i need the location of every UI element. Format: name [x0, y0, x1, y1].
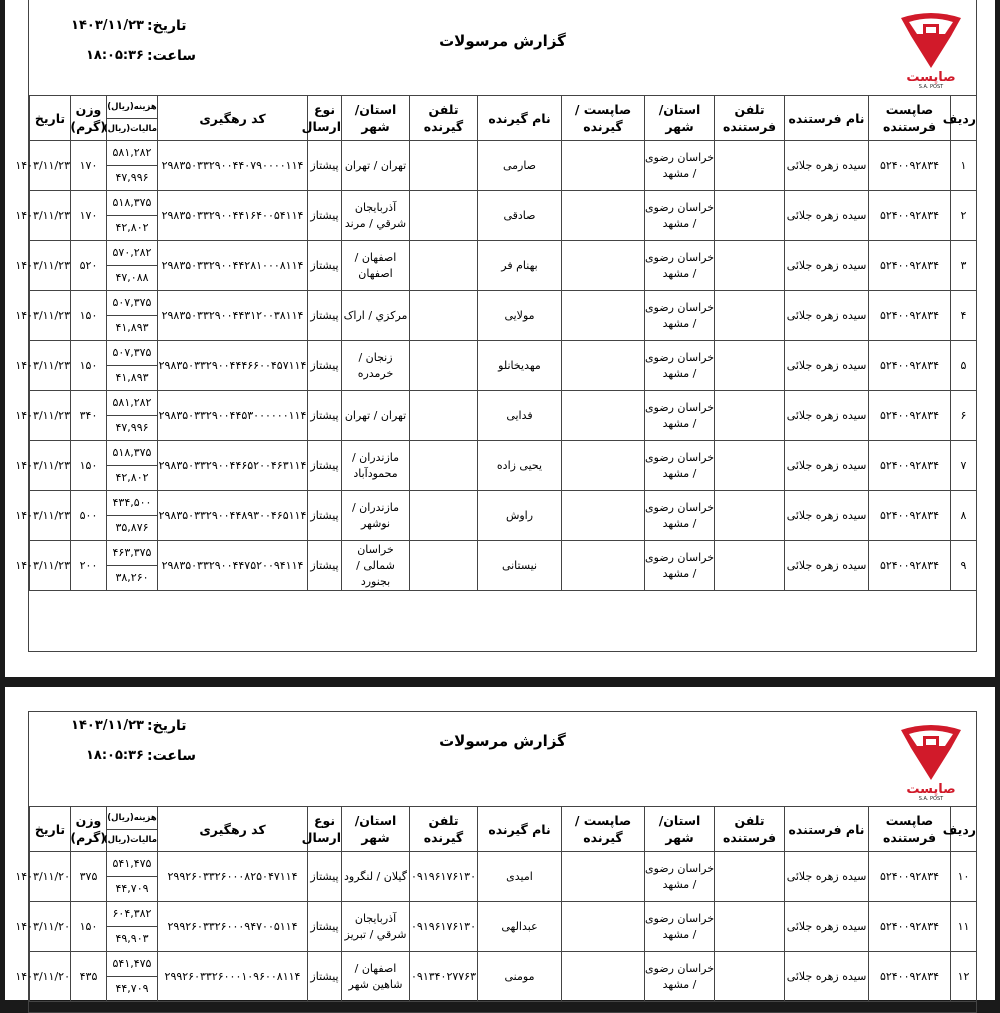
cell-sender-phone: [715, 441, 785, 491]
cell-row: ۱۰: [951, 852, 977, 902]
cell-cost-tax: [107, 191, 158, 241]
header-receiver-name: نام گیرنده: [478, 807, 562, 852]
cell-row: ۱۱: [951, 902, 977, 952]
cell-receiver-name: یحیی زاده: [478, 441, 562, 491]
cell-cost-tax: [107, 291, 158, 341]
svg-text:S.A. POST: S.A. POST: [918, 84, 944, 90]
cell-tax: ۳۵,۸۷۶: [115, 521, 149, 534]
cell-send-type: پیشتاز: [308, 952, 342, 1002]
cell-sender-code: ۵۲۴۰۰۹۲۸۳۴: [869, 541, 951, 591]
header-receiver-code: صاپست / گیرنده: [562, 96, 645, 141]
cell-cost: ۵۸۱,۲۸۲: [107, 141, 157, 166]
cell-receiver-phone: ۰۹۱۳۴۰۲۷۷۶۳: [410, 952, 478, 1002]
cell-tax: ۴۱,۸۹۳: [115, 371, 149, 384]
cell-tax: ۴۷,۹۹۶: [115, 421, 149, 434]
header-tracking: کد رهگیری: [158, 807, 308, 852]
header-cost: هزینه(ریال): [107, 97, 157, 119]
cell-sender-name: سیده زهره جلائی: [785, 191, 869, 241]
header-date: تاریخ: [30, 96, 71, 141]
cell-receiver-phone: [410, 491, 478, 541]
cell-receiver-code: [562, 902, 645, 952]
cell-date: ۱۴۰۳/۱۱/۲۰: [30, 902, 71, 952]
cell-sender-name: سیده زهره جلائی: [785, 291, 869, 341]
cell-sender-code: ۵۲۴۰۰۹۲۸۳۴: [869, 191, 951, 241]
cell-weight: ۵۰۰: [71, 491, 107, 541]
cell-cost: ۵۴۱,۴۷۵: [107, 952, 157, 977]
cell-tax: ۴۹,۹۰۳: [115, 932, 149, 945]
cell-date: ۱۴۰۳/۱۱/۲۳: [30, 191, 71, 241]
cell-sender-city: خراسان رضوی / مشهد: [645, 141, 715, 191]
cell-receiver-phone: [410, 391, 478, 441]
cell-sender-city: خراسان رضوی / مشهد: [645, 852, 715, 902]
cell-sender-name: سیده زهره جلائی: [785, 852, 869, 902]
cell-weight: ۱۵۰: [71, 902, 107, 952]
cell-sender-phone: [715, 341, 785, 391]
cell-sender-code: ۵۲۴۰۰۹۲۸۳۴: [869, 391, 951, 441]
cell-sender-city: خراسان رضوی / مشهد: [645, 241, 715, 291]
cell-receiver-city: آذربایجان شرقي / تبریز: [342, 902, 410, 952]
cell-row: ۷: [951, 441, 977, 491]
header-sender-phone: تلفن فرستنده: [715, 96, 785, 141]
header-cost-tax: [103, 96, 158, 141]
cell-receiver-code: [562, 541, 645, 591]
table-row: [30, 191, 977, 241]
cell-receiver-code: [562, 291, 645, 341]
cell-cost: ۵۴۱,۴۷۵: [107, 852, 157, 877]
time-label: ساعت:: [147, 748, 197, 764]
cell-sender-city: خراسان رضوی / مشهد: [645, 902, 715, 952]
cell-receiver-city: گیلان / لنگرود: [342, 852, 410, 902]
header-cost-tax: [103, 807, 158, 852]
cell-receiver-city: اصفهان / اصفهان: [342, 241, 410, 291]
cell-cost-tax: [107, 241, 158, 291]
cell-tracking: ۲۹۸۳۵۰۳۳۲۹۰۰۴۴۲۸۱۰۰۰۸۱۱۴: [158, 241, 308, 291]
cell-sender-phone: [715, 241, 785, 291]
date-label: تاریخ:: [147, 18, 187, 34]
cell-weight: ۱۷۰: [71, 191, 107, 241]
cell-sender-city: خراسان رضوی / مشهد: [645, 341, 715, 391]
cell-tax: ۴۲,۸۰۲: [115, 221, 149, 234]
cell-sender-phone: [715, 952, 785, 1002]
cell-receiver-name: مهدیخانلو: [478, 341, 562, 391]
cell-date: ۱۴۰۳/۱۱/۲۳: [30, 241, 71, 291]
cell-receiver-name: عبدالهی: [478, 902, 562, 952]
report-frame: [15, 0, 977, 652]
cell-sender-phone: [715, 902, 785, 952]
header-date: تاریخ: [30, 807, 71, 852]
cell-send-type: پیشتاز: [308, 141, 342, 191]
cell-receiver-code: [562, 341, 645, 391]
cell-receiver-phone: ۰۹۱۹۶۱۷۶۱۳۰: [410, 852, 478, 902]
cell-sender-code: ۵۲۴۰۰۹۲۸۳۴: [869, 341, 951, 391]
table-row: [30, 241, 977, 291]
header-sender-city: استان/ شهر: [645, 96, 715, 141]
cell-tracking: ۲۹۸۳۵۰۳۳۲۹۰۰۴۴۰۷۹۰۰۰۰۱۱۴: [158, 141, 308, 191]
cell-tracking: ۲۹۸۳۵۰۳۳۲۹۰۰۴۴۱۶۴۰۰۵۴۱۱۴: [158, 191, 308, 241]
cell-weight: ۱۵۰: [71, 441, 107, 491]
header-receiver-city: استان/ شهر: [342, 96, 410, 141]
cell-date: ۱۴۰۳/۱۱/۲۳: [30, 141, 71, 191]
cell-sender-code: ۵۲۴۰۰۹۲۸۳۴: [869, 491, 951, 541]
table-row: [30, 541, 977, 591]
table-row: [30, 441, 977, 491]
cell-cost-tax: [107, 491, 158, 541]
header-receiver-code: صاپست / گیرنده: [562, 807, 645, 852]
cell-send-type: پیشتاز: [308, 341, 342, 391]
cell-cost-tax: [107, 391, 158, 441]
header-sender-phone: تلفن فرستنده: [715, 807, 785, 852]
cell-receiver-name: صادقی: [478, 191, 562, 241]
table-row: [30, 952, 977, 1002]
cell-receiver-phone: [410, 341, 478, 391]
cell-receiver-phone: [410, 191, 478, 241]
cell-receiver-phone: [410, 141, 478, 191]
cell-receiver-phone: [410, 541, 478, 591]
table-row: [30, 902, 977, 952]
cell-date: ۱۴۰۳/۱۱/۲۳: [30, 291, 71, 341]
cell-tracking: ۲۹۸۳۵۰۳۳۲۹۰۰۴۴۴۶۶۰۰۴۵۷۱۱۴: [158, 341, 308, 391]
cell-row: ۶: [951, 391, 977, 441]
cell-row: ۴: [951, 291, 977, 341]
header-sender-name: نام فرستنده: [785, 807, 869, 852]
cell-receiver-name: نیستانی: [478, 541, 562, 591]
cell-tracking: ۲۹۹۲۶۰۳۳۲۶۰۰۰۸۲۵۰۴۷۱۱۴: [158, 852, 308, 902]
cell-receiver-phone: [410, 291, 478, 341]
cell-tax: ۴۴,۷۰۹: [115, 982, 149, 995]
cell-row: ۵: [951, 341, 977, 391]
cell-sender-city: خراسان رضوی / مشهد: [645, 441, 715, 491]
cell-tax: ۴۴,۷۰۹: [115, 882, 149, 895]
cell-send-type: پیشتاز: [308, 291, 342, 341]
cell-sender-name: سیده زهره جلائی: [785, 341, 869, 391]
cell-cost: ۵۷۰,۲۸۲: [107, 241, 157, 266]
header-send-type: نوع ارسال: [308, 807, 342, 852]
cell-receiver-code: [562, 952, 645, 1002]
cell-send-type: پیشتاز: [308, 491, 342, 541]
cell-sender-name: سیده زهره جلائی: [785, 541, 869, 591]
header-tax: مالیات(ریال): [103, 834, 157, 845]
table-row: [30, 341, 977, 391]
cell-receiver-phone: ۰۹۱۹۶۱۷۶۱۳۰: [410, 902, 478, 952]
cell-weight: ۳۴۰: [71, 391, 107, 441]
report-title: گزارش مرسولات: [439, 32, 566, 50]
cell-receiver-city: مازندران / محمودآباد: [342, 441, 410, 491]
report-date: ۱۴۰۳/۱۱/۲۳: [71, 718, 144, 733]
cell-receiver-city: تهران / تهران: [342, 391, 410, 441]
report-time: ۱۸:۰۵:۳۶: [85, 748, 144, 763]
header-receiver-name: نام گیرنده: [478, 96, 562, 141]
cell-cost: ۵۱۸,۳۷۵: [107, 441, 157, 466]
header-receiver-phone: تلفن گیرنده: [410, 807, 478, 852]
cell-cost: ۵۱۸,۳۷۵: [107, 191, 157, 216]
header-weight: وزن (گرم): [71, 807, 107, 852]
cell-sender-city: خراسان رضوی / مشهد: [645, 952, 715, 1002]
cell-row: ۲: [951, 191, 977, 241]
cell-sender-city: خراسان رضوی / مشهد: [645, 491, 715, 541]
cell-cost: ۶۰۴,۳۸۲: [107, 902, 157, 927]
cell-receiver-city: زنجان / خرمدره: [342, 341, 410, 391]
cell-cost: ۴۳۴,۵۰۰: [107, 491, 157, 516]
cell-weight: ۴۳۵: [71, 952, 107, 1002]
shipments-table: [15, 95, 977, 591]
cell-receiver-name: راوش: [478, 491, 562, 541]
cell-tracking: ۲۹۸۳۵۰۳۳۲۹۰۰۴۴۵۳۰۰۰۰۰۰۱۱۴: [158, 391, 308, 441]
header-sender-name: نام فرستنده: [785, 96, 869, 141]
cell-sender-city: خراسان رضوی / مشهد: [645, 191, 715, 241]
cell-tracking: ۲۹۸۳۵۰۳۳۲۹۰۰۴۴۷۵۲۰۰۹۴۱۱۴: [158, 541, 308, 591]
cell-weight: ۳۷۵: [71, 852, 107, 902]
cell-row: ۳: [951, 241, 977, 291]
cell-tracking: ۲۹۸۳۵۰۳۳۲۹۰۰۴۴۳۱۲۰۰۳۸۱۱۴: [158, 291, 308, 341]
cell-send-type: پیشتاز: [308, 852, 342, 902]
cell-sender-name: سیده زهره جلائی: [785, 391, 869, 441]
cell-receiver-phone: [410, 241, 478, 291]
cell-tracking: ۲۹۹۲۶۰۳۳۲۶۰۰۰۹۴۷۰۰۵۱۱۴: [158, 902, 308, 952]
cell-sender-city: خراسان رضوی / مشهد: [645, 291, 715, 341]
cell-sender-name: سیده زهره جلائی: [785, 491, 869, 541]
cell-sender-phone: [715, 141, 785, 191]
header-sender-code: صاپست فرستنده: [869, 96, 951, 141]
cell-receiver-code: [562, 852, 645, 902]
cell-sender-phone: [715, 391, 785, 441]
cell-receiver-name: امیدی: [478, 852, 562, 902]
cell-receiver-phone: [410, 441, 478, 491]
cell-weight: ۱۷۰: [71, 141, 107, 191]
table-row: [30, 141, 977, 191]
cell-tracking: ۲۹۹۲۶۰۳۳۲۶۰۰۰۱۰۹۶۰۰۸۱۱۴: [158, 952, 308, 1002]
cell-date: ۱۴۰۳/۱۱/۲۳: [30, 491, 71, 541]
svg-text:صاپست: صاپست: [906, 70, 956, 85]
cell-date: ۱۴۰۳/۱۱/۲۰: [30, 852, 71, 902]
table-row: [30, 391, 977, 441]
header-receiver-phone: تلفن گیرنده: [410, 96, 478, 141]
cell-sender-code: ۵۲۴۰۰۹۲۸۳۴: [869, 291, 951, 341]
cell-weight: ۱۵۰: [71, 341, 107, 391]
cell-receiver-code: [562, 491, 645, 541]
header-sender-code: صاپست فرستنده: [869, 807, 951, 852]
cell-sender-name: سیده زهره جلائی: [785, 441, 869, 491]
cell-row: ۱۲: [951, 952, 977, 1002]
cell-weight: ۱۵۰: [71, 291, 107, 341]
cell-date: ۱۴۰۳/۱۱/۲۰: [30, 952, 71, 1002]
cell-tracking: ۲۹۸۳۵۰۳۳۲۹۰۰۴۴۸۹۳۰۰۴۶۵۱۱۴: [158, 491, 308, 541]
svg-text:S.A. POST: S.A. POST: [918, 796, 944, 802]
cell-date: ۱۴۰۳/۱۱/۲۳: [30, 341, 71, 391]
cell-sender-code: ۵۲۴۰۰۹۲۸۳۴: [869, 441, 951, 491]
cell-sender-code: ۵۲۴۰۰۹۲۸۳۴: [869, 902, 951, 952]
cell-receiver-code: [562, 391, 645, 441]
header-tracking: کد رهگیری: [158, 96, 308, 141]
cell-send-type: پیشتاز: [308, 191, 342, 241]
cell-receiver-code: [562, 141, 645, 191]
cell-receiver-name: مولایی: [478, 291, 562, 341]
cell-receiver-name: فدایی: [478, 391, 562, 441]
cell-send-type: پیشتاز: [308, 441, 342, 491]
report-frame: [15, 711, 977, 1013]
header-send-type: نوع ارسال: [308, 96, 342, 141]
cell-receiver-code: [562, 441, 645, 491]
cell-receiver-name: مومنی: [478, 952, 562, 1002]
svg-text:صاپست: صاپست: [906, 782, 956, 797]
table-row: [30, 491, 977, 541]
report-page-2: [5, 687, 995, 1000]
cell-tax: ۳۸,۲۶۰: [115, 571, 149, 584]
cell-receiver-city: اصفهان / شاهین شهر: [342, 952, 410, 1002]
time-label: ساعت:: [147, 48, 197, 64]
cell-cost-tax: [107, 441, 158, 491]
cell-sender-code: ۵۲۴۰۰۹۲۸۳۴: [869, 241, 951, 291]
cell-sender-phone: [715, 191, 785, 241]
shipments-table: [15, 806, 977, 1002]
cell-sender-name: سیده زهره جلائی: [785, 952, 869, 1002]
cell-cost-tax: [107, 141, 158, 191]
cell-cost-tax: [107, 341, 158, 391]
cell-tax: ۴۲,۸۰۲: [115, 471, 149, 484]
cell-cost-tax: [107, 541, 158, 591]
cell-row: ۹: [951, 541, 977, 591]
cell-cost: ۵۸۱,۲۸۲: [107, 391, 157, 416]
cell-receiver-city: تهران / تهران: [342, 141, 410, 191]
header-cost: هزینه(ریال): [107, 808, 157, 830]
cell-cost-tax: [107, 902, 158, 952]
table-row: [30, 291, 977, 341]
cell-row: ۸: [951, 491, 977, 541]
cell-date: ۱۴۰۳/۱۱/۲۳: [30, 541, 71, 591]
header-row: ردیف: [951, 807, 977, 852]
table-row: [30, 852, 977, 902]
cell-sender-name: سیده زهره جلائی: [785, 902, 869, 952]
cell-send-type: پیشتاز: [308, 391, 342, 441]
cell-cost: ۵۰۷,۳۷۵: [107, 291, 157, 316]
cell-receiver-city: مازندران / نوشهر: [342, 491, 410, 541]
cell-cost: ۴۶۳,۳۷۵: [107, 541, 157, 566]
cell-weight: ۲۰۰: [71, 541, 107, 591]
header-receiver-city: استان/ شهر: [342, 807, 410, 852]
cell-sender-name: سیده زهره جلائی: [785, 241, 869, 291]
cell-sender-phone: [715, 491, 785, 541]
header-row: ردیف: [951, 96, 977, 141]
cell-weight: ۵۲۰: [71, 241, 107, 291]
cell-row: ۱: [951, 141, 977, 191]
cell-receiver-city: خراسان شمالی / بجنورد: [342, 541, 410, 591]
cell-tracking: ۲۹۸۳۵۰۳۳۲۹۰۰۴۴۶۵۲۰۰۴۶۳۱۱۴: [158, 441, 308, 491]
cell-sender-city: خراسان رضوی / مشهد: [645, 541, 715, 591]
header-sender-city: استان/ شهر: [645, 807, 715, 852]
date-label: تاریخ:: [147, 718, 187, 734]
report-page-1: [5, 0, 995, 677]
cell-tax: ۴۷,۹۹۶: [115, 171, 149, 184]
header-tax: مالیات(ریال): [103, 123, 157, 134]
cell-tax: ۴۱,۸۹۳: [115, 321, 149, 334]
cell-sender-phone: [715, 852, 785, 902]
cell-send-type: پیشتاز: [308, 541, 342, 591]
cell-sender-code: ۵۲۴۰۰۹۲۸۳۴: [869, 141, 951, 191]
cell-receiver-code: [562, 191, 645, 241]
report-date: ۱۴۰۳/۱۱/۲۳: [71, 18, 144, 33]
report-title: گزارش مرسولات: [439, 732, 566, 750]
cell-send-type: پیشتاز: [308, 902, 342, 952]
header-weight: وزن (گرم): [71, 96, 107, 141]
cell-receiver-name: بهنام فر: [478, 241, 562, 291]
cell-sender-phone: [715, 291, 785, 341]
cell-send-type: پیشتاز: [308, 241, 342, 291]
cell-sender-city: خراسان رضوی / مشهد: [645, 391, 715, 441]
cell-date: ۱۴۰۳/۱۱/۲۳: [30, 391, 71, 441]
cell-cost-tax: [107, 852, 158, 902]
cell-sender-code: ۵۲۴۰۰۹۲۸۳۴: [869, 952, 951, 1002]
cell-date: ۱۴۰۳/۱۱/۲۳: [30, 441, 71, 491]
cell-sender-phone: [715, 541, 785, 591]
report-time: ۱۸:۰۵:۳۶: [85, 48, 144, 63]
cell-sender-name: سیده زهره جلائی: [785, 141, 869, 191]
cell-receiver-city: آذربایجان شرقي / مرند: [342, 191, 410, 241]
cell-cost-tax: [107, 952, 158, 1002]
cell-sender-code: ۵۲۴۰۰۹۲۸۳۴: [869, 852, 951, 902]
cell-receiver-name: صارمی: [478, 141, 562, 191]
cell-receiver-code: [562, 241, 645, 291]
cell-receiver-city: مرکزي / اراک: [342, 291, 410, 341]
cell-tax: ۴۷,۰۸۸: [115, 271, 149, 284]
cell-cost: ۵۰۷,۳۷۵: [107, 341, 157, 366]
